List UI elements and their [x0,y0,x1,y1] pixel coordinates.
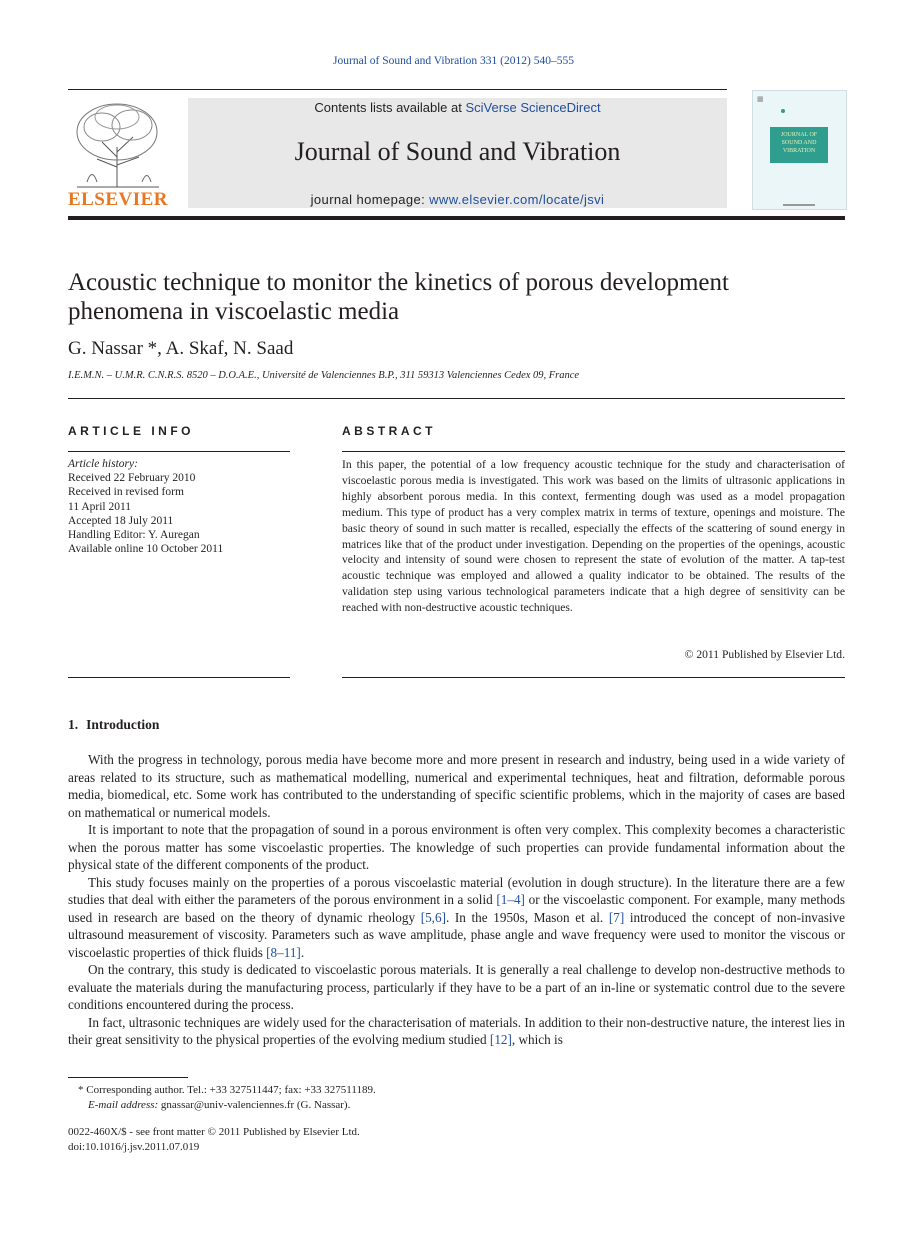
introduction-heading [68,717,159,733]
tree-icon [67,97,169,189]
masthead-bottom-rule [68,216,845,220]
journal-citation[interactable]: Journal of Sound and Vibration 331 (2012) 540–555 [333,55,574,67]
doi-line[interactable]: doi:10.1016/j.jsv.2011.07.019 [68,1141,200,1153]
reference-link[interactable]: [1–4] [496,892,525,907]
issn-line: 0022-460X/$ - see front matter © 2011 Published by Elsevier Ltd. [68,1126,360,1138]
history-item: Handling Editor: Y. Auregan [68,529,200,542]
email-label: E-mail address: [88,1099,159,1111]
section-number: 1. [68,717,79,732]
history-item: Received 22 February 2010 [68,472,196,485]
text-run: introduced the concept of non-invasive ultrasound measurement of viscosity. Parameters such as wave amplitude, phase angle and wave frequency were used to monitor the viscous or viscoelastic properties of thick fluids [68,909,845,960]
paragraph: It is important to note that the propagation of sound in a porous environment is often very complex. This complexity becomes a characteristic when the porous matter has some viscoelastic properties. The knowledge of such properties can provide fundamental information about the physical state of the different components of the product. [68,822,845,872]
footnotes [68,1083,845,1113]
paragraph: On the contrary, this study is dedicated to viscoelastic porous materials. It is generally a real challenge to develop non-destructive methods to evaluate the materials during the manufacturing process, particularly if they have to be a part of an in-line or systematic control due to the severe conditions encountered during the process. [68,962,845,1012]
contents-line [188,100,727,115]
reference-link[interactable]: [7] [608,909,625,925]
text-run: This study focuses mainly on the properties of a porous viscoelastic material (evolution in dough structure). In the literature there are a few studies that deal with either the parameters of the porous environment in a solid [68,874,845,907]
text-run: or the viscoelastic component. For example, many methods used in research are based on the theory of dynamic rheology [68,892,845,925]
article-info-bottom-rule [68,677,290,678]
paragraph [68,1014,845,1049]
homepage-line [188,192,727,207]
journal-cover-thumbnail [752,90,847,210]
front-matter [68,1125,360,1155]
cover-emblem-icon [781,109,785,113]
article-info-heading: ARTICLE INFO [68,424,194,438]
article-title: Acoustic technique to monitor the kinetics of porous development phenomena in viscoelastic media [68,269,729,325]
history-item: Available online 10 October 2011 [68,543,224,556]
history-item: Accepted 18 July 2011 [68,514,174,527]
paragraph [68,874,845,962]
article-history [68,457,290,556]
history-item: 11 April 2011 [68,500,132,513]
publisher-logo-text: ELSEVIER [67,189,169,210]
reference-link[interactable]: [12] [489,1032,512,1047]
homepage-prefix: journal homepage: [310,192,430,207]
abstract-heading: ABSTRACT [342,424,436,438]
text-run: . In the 1950s, Mason et al. [445,909,609,925]
history-item: Received in revised form [68,486,184,499]
journal-name: Journal of Sound and Vibration [294,137,621,166]
abstract-text: In this paper, the potential of a low frequency acoustic technique for the study and characterisation of viscoelastic porous media is investigated. This work was based on the limits of ultrasonic applications in highly absorbent porous media. In this context, fermenting dough was used as a model propagation medium. This type of product has a very complex matrix in terms of texture, openings and moisture. The basic theory of sound in such matter is recalled, especially the effects of the scattering of sound energy in matrices like that of the product under investigation. Depending on the properties of the openings, acoustic velocity and intensity of sound were chosen to represent the state of evolution of the matter. A tap-test acoustic technique was employed and allowed a quality indicator to be obtained. The results of the validation step using various technological parameters indicate that a high degree of sensitivity can be reached with non-destructive acoustic techniques. [342,458,845,615]
text-run: In fact, ultrasonic techniques are widely used for the characterisation of materials. In addition to their non-destructive nature, the interest lies in their great sensitivity to the physical properties of the evolving medium studied [68,1014,845,1047]
email-address[interactable]: gnassar@univ-valenciennes.fr (G. Nassar). [158,1099,351,1111]
sciencedirect-link[interactable]: SciVerse ScienceDirect [465,100,601,115]
abstract-rule [342,451,845,452]
email-note [68,1098,845,1113]
cover-publisher-mark: ▦ [757,96,764,103]
reference-link[interactable]: [8–11] [266,944,301,960]
masthead-top-rule [68,89,727,90]
reference-link[interactable]: [5,6] [420,909,446,925]
header-divider [68,398,845,399]
author-affiliation: I.E.M.N. – U.M.R. C.N.R.S. 8520 – D.O.A.E., Université de Valenciennes B.P., 311 59313 Valenciennes Cedex 09, France [68,370,580,381]
article-info-rule [68,451,290,452]
text-run: . [300,944,305,960]
article-authors: G. Nassar *, A. Skaf, N. Saad [68,338,294,359]
journal-homepage-link[interactable]: www.elsevier.com/locate/jsvi [429,192,605,207]
history-label: Article history: [68,458,138,470]
introduction-body [68,751,845,1049]
abstract-copyright: © 2011 Published by Elsevier Ltd. [684,648,845,661]
corresponding-author-note: * Corresponding author. Tel.: +33 327511447; fax: +33 327511189. [78,1084,376,1096]
text-run: , which is [511,1032,563,1047]
paragraph: With the progress in technology, porous media have become more and more present in research and industry, being used in a wide variety of areas related to its structure, such as mathematical modelling, numerical and experimental techniques, heat and filtration, deformable porous media, biomedical, etc. Some work has contributed to the understanding of specific scientific problems, which in the majority of cases are based on mathematical or numerical models. [68,752,845,820]
contents-prefix: Contents lists available at [314,100,466,115]
abstract-bottom-rule [342,677,845,678]
cover-footer-bar [783,204,815,206]
section-title: Introduction [86,717,160,732]
footnote-rule [68,1077,188,1078]
cover-title-text: JOURNAL OF SOUND AND VIBRATION [780,132,818,154]
